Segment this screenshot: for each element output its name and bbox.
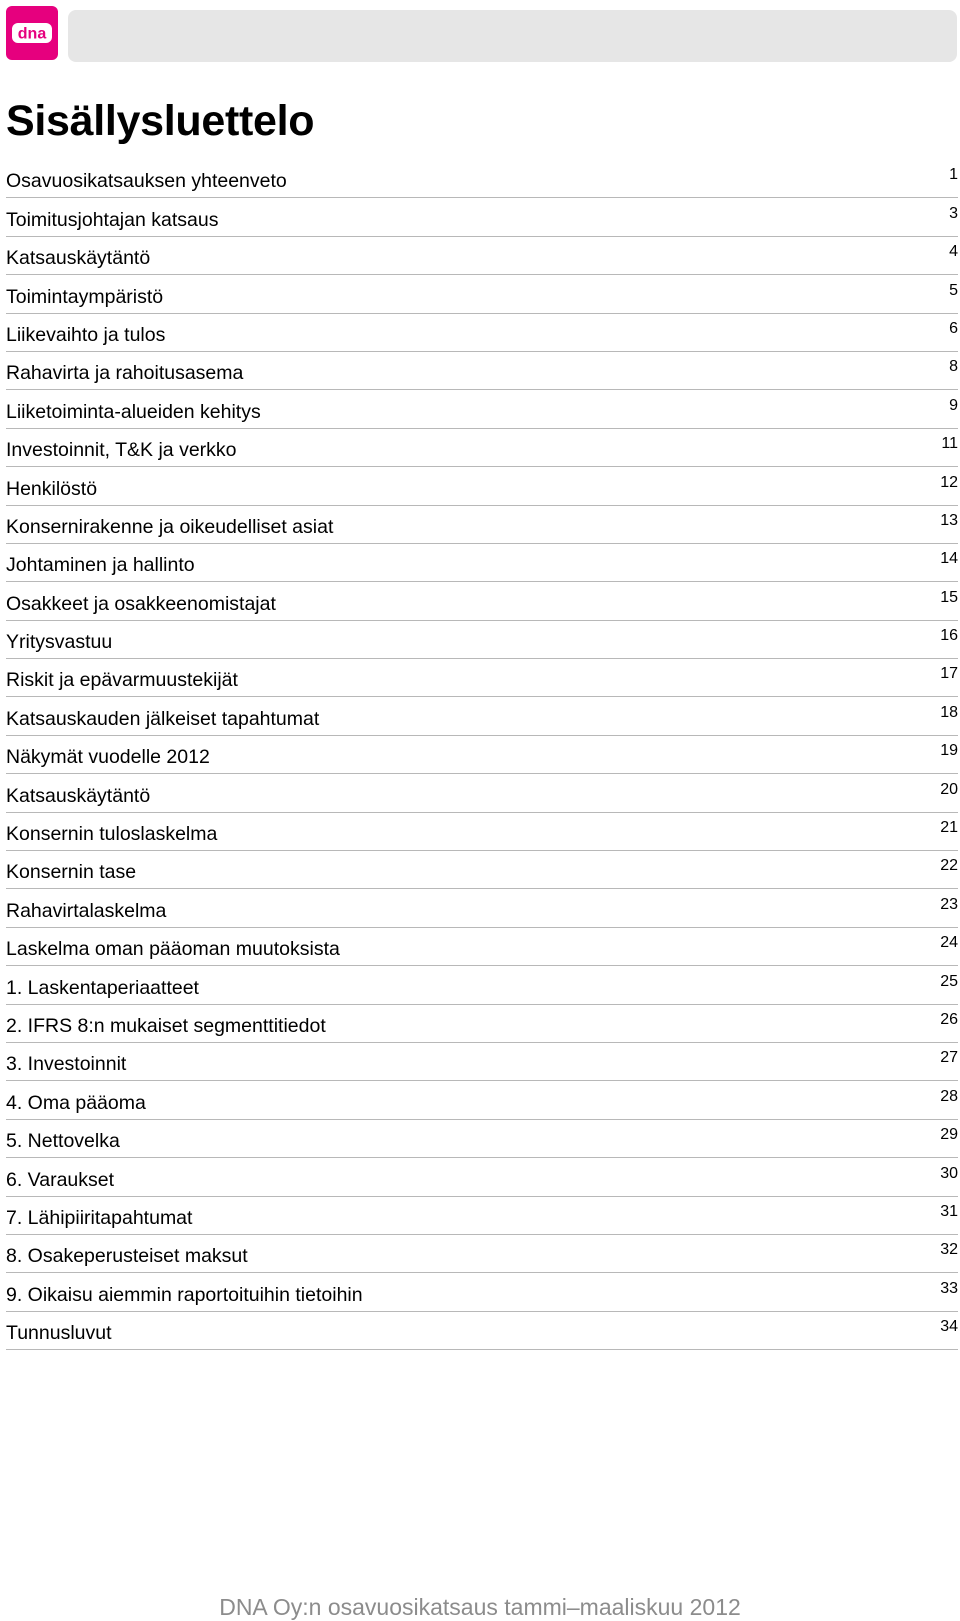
toc-entry[interactable] xyxy=(6,1197,958,1235)
toc-entry-label: Osavuosikatsauksen yhteenveto xyxy=(6,170,287,193)
toc-entry-page-number: 31 xyxy=(940,1202,958,1220)
toc-entry-page-number: 26 xyxy=(940,1010,958,1028)
toc-entry-page-number: 6 xyxy=(949,319,958,337)
toc-entry-page-number: 13 xyxy=(940,511,958,529)
toc-entry[interactable] xyxy=(6,506,958,544)
toc-entry[interactable] xyxy=(6,1312,958,1350)
toc-entry-label: 2. IFRS 8:n mukaiset segmenttitiedot xyxy=(6,1014,326,1037)
page-title: Sisällysluettelo xyxy=(6,97,315,145)
toc-entry[interactable] xyxy=(6,160,958,198)
toc-entry[interactable] xyxy=(6,697,958,735)
toc-entry[interactable] xyxy=(6,390,958,428)
toc-entry-label: Riskit ja epävarmuustekijät xyxy=(6,669,238,692)
toc-entry[interactable] xyxy=(6,1158,958,1196)
toc-entry[interactable] xyxy=(6,314,958,352)
toc-entry[interactable] xyxy=(6,1235,958,1273)
toc-entry-page-number: 18 xyxy=(940,703,958,721)
toc-entry-label: Katsauskäytäntö xyxy=(6,784,151,807)
toc-entry-label: 6. Varaukset xyxy=(6,1168,115,1191)
toc-entry-page-number: 19 xyxy=(940,742,958,760)
toc-entry-label: 9. Oikaisu aiemmin raportoituihin tietoihin xyxy=(6,1283,363,1306)
dna-logo-text: dna xyxy=(17,25,47,43)
toc-entry-label: Investoinnit, T&K ja verkko xyxy=(6,439,237,462)
toc-entry[interactable] xyxy=(6,621,958,659)
toc-entry-label: Näkymät vuodelle 2012 xyxy=(6,746,210,769)
toc-entry[interactable] xyxy=(6,429,958,467)
toc-entry-page-number: 22 xyxy=(940,857,958,875)
toc-entry[interactable] xyxy=(6,659,958,697)
toc-entry-page-number: 1 xyxy=(949,166,958,184)
toc-entry[interactable] xyxy=(6,889,958,927)
toc-entry-label: Rahavirtalaskelma xyxy=(6,899,167,922)
toc-entry-page-number: 14 xyxy=(940,550,958,568)
toc-entry-page-number: 15 xyxy=(940,588,958,606)
toc-entry[interactable] xyxy=(6,966,958,1004)
toc-entry-page-number: 32 xyxy=(940,1241,958,1259)
dna-logo-icon xyxy=(11,20,53,46)
toc-entry-label: Osakkeet ja osakkeenomistajat xyxy=(6,592,276,615)
toc-entry-label: 8. Osakeperusteiset maksut xyxy=(6,1245,248,1268)
toc-entry[interactable] xyxy=(6,1043,958,1081)
toc-entry-page-number: 5 xyxy=(949,281,958,299)
toc-entry[interactable] xyxy=(6,1273,958,1311)
toc-entry-page-number: 27 xyxy=(940,1049,958,1067)
toc-entry[interactable] xyxy=(6,1005,958,1043)
dna-logo xyxy=(6,6,58,60)
header-bar xyxy=(68,10,957,62)
toc-entry-page-number: 12 xyxy=(940,473,958,491)
toc-entry-page-number: 11 xyxy=(941,435,958,453)
toc-entry-page-number: 4 xyxy=(949,243,958,261)
toc-entry-page-number: 16 xyxy=(940,627,958,645)
toc-entry-label: Toimitusjohtajan katsaus xyxy=(6,208,219,231)
toc-entry-label: Johtaminen ja hallinto xyxy=(6,554,195,577)
toc-entry-label: Konsernin tase xyxy=(6,861,137,884)
toc-entry[interactable] xyxy=(6,352,958,390)
toc-entry[interactable] xyxy=(6,851,958,889)
toc-entry-label: Konsernin tuloslaskelma xyxy=(6,823,218,846)
toc-entry[interactable] xyxy=(6,736,958,774)
toc-entry-page-number: 24 xyxy=(940,934,958,952)
toc-entry[interactable] xyxy=(6,467,958,505)
toc-entry-label: 7. Lähipiiritapahtumat xyxy=(6,1206,193,1229)
toc-entry[interactable] xyxy=(6,237,958,275)
toc-entry[interactable] xyxy=(6,544,958,582)
toc-entry[interactable] xyxy=(6,1120,958,1158)
toc-entry-label: Konsernirakenne ja oikeudelliset asiat xyxy=(6,515,334,538)
toc-entry-label: 3. Investoinnit xyxy=(6,1053,127,1076)
toc-entry[interactable] xyxy=(6,198,958,236)
toc-entry-page-number: 25 xyxy=(940,972,958,990)
toc-entry-page-number: 17 xyxy=(940,665,958,683)
table-of-contents xyxy=(6,160,958,1350)
toc-entry-page-number: 20 xyxy=(940,780,958,798)
toc-entry-label: Rahavirta ja rahoitusasema xyxy=(6,362,244,385)
toc-entry-label: Laskelma oman pääoman muutoksista xyxy=(6,938,340,961)
toc-entry-label: 5. Nettovelka xyxy=(6,1130,120,1153)
toc-entry[interactable] xyxy=(6,275,958,313)
toc-entry-label: Tunnusluvut xyxy=(6,1322,112,1345)
toc-entry-page-number: 28 xyxy=(940,1087,958,1105)
toc-entry[interactable] xyxy=(6,1081,958,1119)
toc-entry-page-number: 23 xyxy=(940,895,958,913)
toc-entry-label: 1. Laskentaperiaatteet xyxy=(6,976,199,999)
toc-entry-page-number: 30 xyxy=(940,1164,958,1182)
toc-entry[interactable] xyxy=(6,774,958,812)
toc-entry-page-number: 34 xyxy=(940,1318,958,1336)
toc-entry-label: 4. Oma pääoma xyxy=(6,1091,146,1114)
toc-entry[interactable] xyxy=(6,813,958,851)
toc-entry-label: Katsauskäytäntö xyxy=(6,247,151,270)
page-footer: DNA Oy:n osavuosikatsaus tammi–maaliskuu 2012 xyxy=(219,1594,741,1620)
toc-entry-label: Liikevaihto ja tulos xyxy=(6,323,166,346)
toc-entry-label: Katsauskauden jälkeiset tapahtumat xyxy=(6,707,320,730)
toc-entry-label: Yritysvastuu xyxy=(6,631,113,654)
toc-entry-label: Henkilöstö xyxy=(6,477,98,500)
toc-entry-page-number: 21 xyxy=(940,819,958,837)
toc-entry-page-number: 33 xyxy=(940,1279,958,1297)
toc-entry[interactable] xyxy=(6,582,958,620)
toc-entry-page-number: 29 xyxy=(940,1126,958,1144)
toc-entry-label: Toimintaympäristö xyxy=(6,285,164,308)
toc-entry-page-number: 8 xyxy=(949,358,958,376)
toc-entry-page-number: 3 xyxy=(949,204,958,222)
toc-entry-label: Liiketoiminta-alueiden kehitys xyxy=(6,400,261,423)
toc-entry-page-number: 9 xyxy=(949,396,958,414)
toc-entry[interactable] xyxy=(6,928,958,966)
